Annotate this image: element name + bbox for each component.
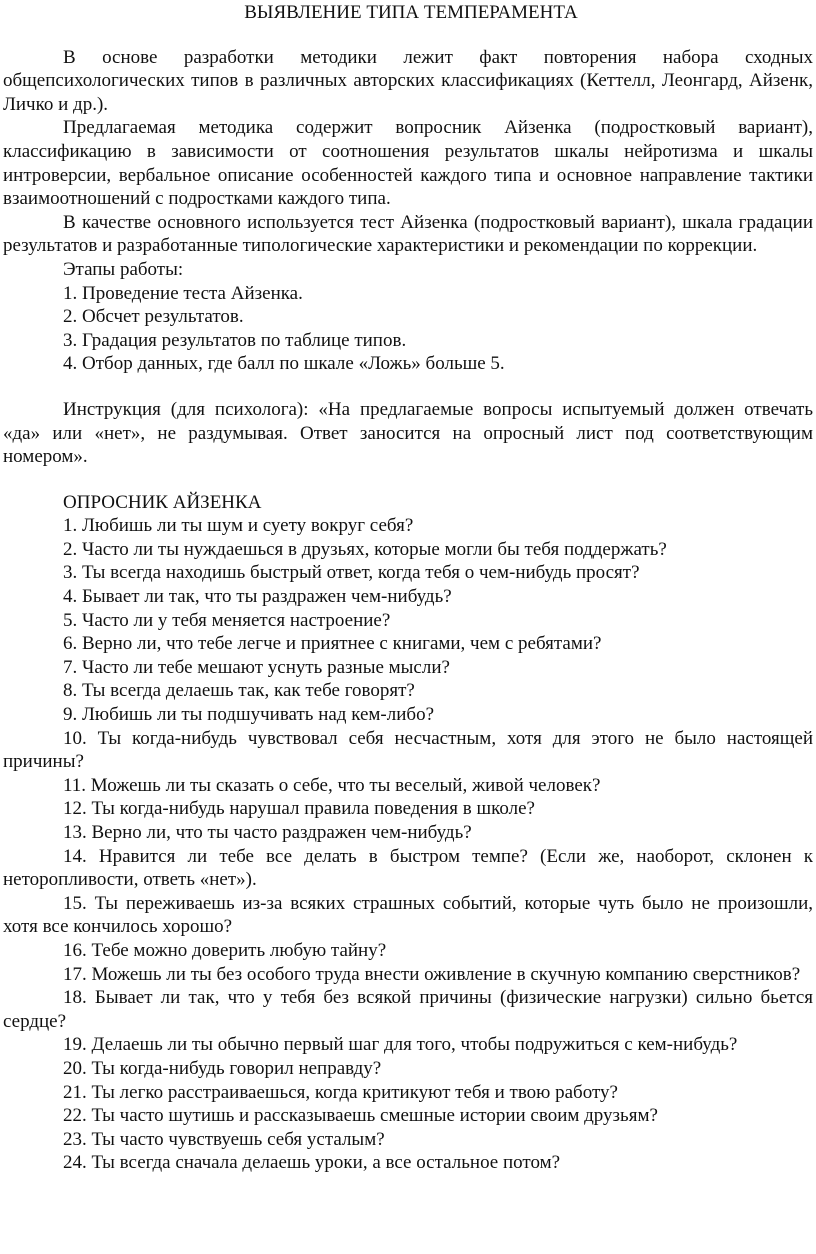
question-item: 3. Ты всегда находишь быстрый ответ, когда тебя о чем-нибудь просят? [63,562,640,584]
question-item: 21. Ты легко расстраиваешься, когда критикуют тебя и твою работу? [63,1081,618,1103]
question-item: 22. Ты часто шутишь и рассказываешь смешные истории своим друзьям? [63,1105,658,1127]
question-item: 8. Ты всегда делаешь так, как тебе говорят? [63,680,415,702]
question-item: 15. Ты переживаешь из-за всяких страшных событий, которые чуть было не произошли, хотя все кончилось хорошо? [3,892,813,938]
question-item: 5. Часто ли у тебя меняется настроение? [63,609,391,631]
stage-item: 2. Обсчет результатов. [63,306,244,328]
question-item: 13. Верно ли, что ты часто раздражен чем-нибудь? [63,822,472,843]
questions-list [3,514,813,1175]
questionnaire-title: ОПРОСНИК АЙЗЕНКА [63,491,262,513]
question-item: 17. Можешь ли ты без особого труда внести оживление в скучную компанию сверстников? [63,963,801,985]
stage-item: 3. Градация результатов по таблице типов. [63,329,407,351]
question-item: 9. Любишь ли ты подшучивать над кем-либо? [63,704,435,726]
stage-item: 1. Проведение теста Айзенка. [63,282,303,304]
document-title: ВЫЯВЛЕНИЕ ТИПА ТЕМПЕРАМЕНТА [244,2,578,23]
question-item: 10. Ты когда-нибудь чувствовал себя несчастным, хотя для этого не было настоящей причины? [3,727,813,773]
intro-paragraph-1: В основе разработки методики лежит факт повторения набора сходных общепсихологических типов в различных авторских классификациях (Кеттелл, Леонгард, Айзенк, Личко и др.). [3,46,813,115]
question-item: 4. Бывает ли так, что ты раздражен чем-нибудь? [63,586,452,608]
question-item: 24. Ты всегда сначала делаешь уроки, а все остальное потом? [63,1152,561,1174]
stages-label: Этапы работы: [63,258,184,280]
question-item: 2. Часто ли ты нуждаешься в друзьях, которые могли бы тебя поддержать? [63,538,667,560]
question-item: 11. Можешь ли ты сказать о себе, что ты веселый, живой человек? [63,774,601,796]
spacer [3,376,813,398]
question-item: 6. Верно ли, что тебе легче и приятнее с книгами, чем с ребятами? [63,633,602,655]
intro-paragraph-3: В качестве основного используется тест Айзенка (подростковый вариант), шкала градации результатов и разработанные типологические характеристики и рекомендации по коррекции. [3,211,813,257]
question-item: 16. Тебе можно доверить любую тайну? [63,939,387,961]
question-item: 20. Ты когда-нибудь говорил неправду? [63,1057,382,1079]
spacer [3,469,813,491]
question-item: 12. Ты когда-нибудь нарушал правила поведения в школе? [63,798,535,820]
intro-paragraph-2: Предлагаемая методика содержит вопросник Айзенка (подростковый вариант), классификацию в зависимости от соотношения результатов шкалы нейротизма и шкалы интроверсии, вербальное описание особенностей каждого типа и основное направление тактики взаимоотношений с подростками каждого типа. [3,117,813,210]
instruction-paragraph: Инструкция (для психолога): «На предлагаемые вопросы испытуемый должен отвечать «да» или «нет», не раздумывая. Ответ заносится на опросный лист под соответствующим номером». [3,398,813,468]
question-item: 19. Делаешь ли ты обычно первый шаг для того, чтобы подружиться с кем-нибудь? [63,1034,738,1056]
question-item: 18. Бывает ли так, что у тебя без всякой причины (физические нагрузки) сильно бьется сердце? [3,987,813,1032]
stage-item: 4. Отбор данных, где балл по шкале «Ложь» больше 5. [63,353,505,375]
question-item: 14. Нравится ли тебе все делать в быстром темпе? (Если же, наоборот, склонен к неторопливости, ответь «нет»). [3,845,813,891]
question-item: 23. Ты часто чувствуешь себя усталым? [63,1128,385,1150]
question-item: 7. Часто ли тебе мешают уснуть разные мысли? [63,656,450,678]
question-item: 1. Любишь ли ты шум и суету вокруг себя? [63,515,414,537]
